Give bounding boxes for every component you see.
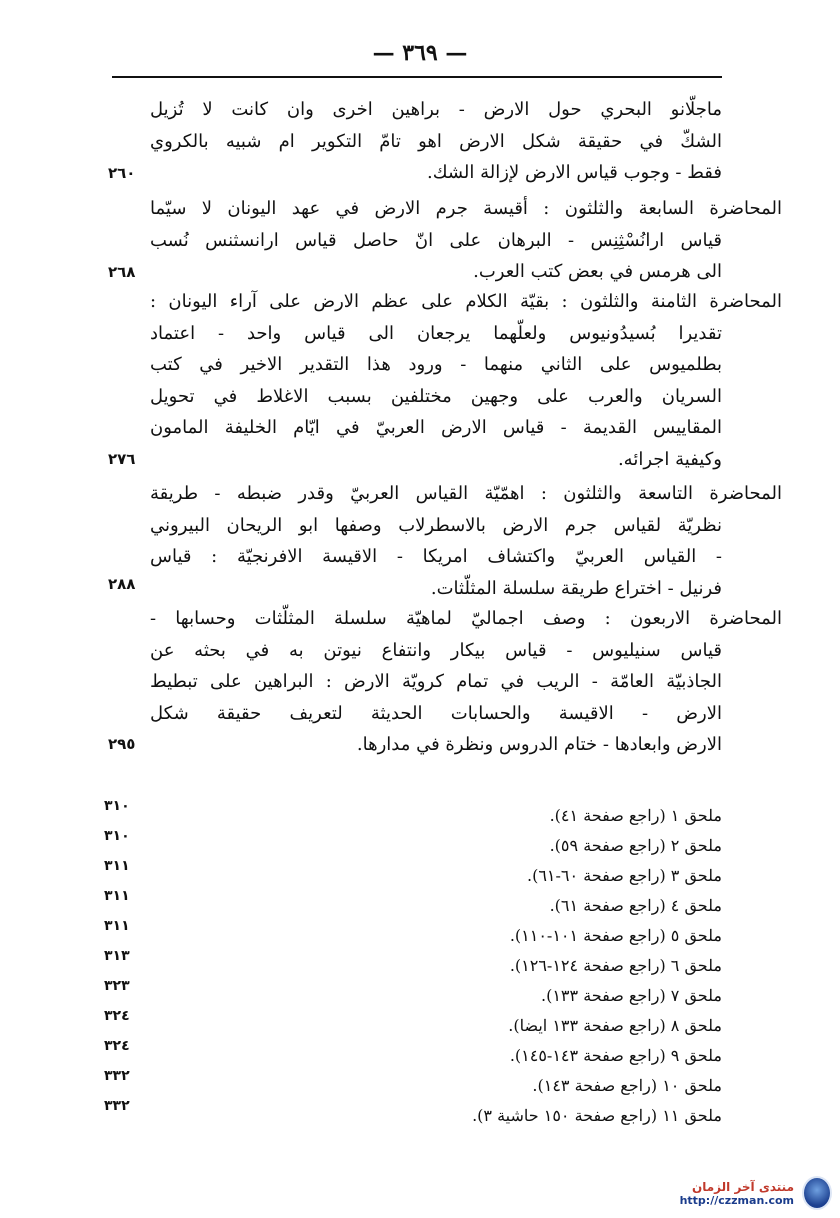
appendix-label: ملحق ٥ (راجع صفحة ١٠١-١١٠). xyxy=(509,926,722,945)
appendix-label: ملحق ٦ (راجع صفحة ١٢٤-١٢٦). xyxy=(509,956,722,975)
text-line: المقاييس القديمة - قياس الارض العربيّ في ايّام الخليفة المامون xyxy=(150,417,722,438)
appendix-page: ٣٢٤ xyxy=(104,1008,130,1024)
appendix-item xyxy=(0,978,840,1008)
text-line: الارض وابعادها - ختام الدروس ونظرة في مدارها. xyxy=(356,734,722,755)
text-line: بطلميوس على الثاني منهما - ورود هذا التقدير الاخير في كتب xyxy=(150,354,722,375)
page-ref: ٢٦٨ xyxy=(108,263,136,281)
page-ref: ٢٧٦ xyxy=(108,450,136,468)
text-line: المحاضرة السابعة والثلثون : أقيسة جرم الارض في عهد اليونان لا سيّما xyxy=(150,198,782,219)
appendix-item xyxy=(0,1098,840,1128)
appendix-label: ملحق ٨ (راجع صفحة ١٣٣ ايضا). xyxy=(508,1016,722,1035)
forum-name: منتدى آخر الزمان xyxy=(692,1179,794,1194)
appendix-label: ملحق ٤ (راجع صفحة ٦١). xyxy=(549,896,722,915)
appendix-item xyxy=(0,1008,840,1038)
lecture-entry xyxy=(150,603,782,761)
appendix-item xyxy=(0,918,840,948)
text-line: فرنيل - اختراع طريقة سلسلة المثلّثات. xyxy=(430,577,722,599)
text-line: فقط - وجوب قياس الارض لإزالة الشك. xyxy=(426,162,722,183)
appendix-label: ملحق ١١ (راجع صفحة ١٥٠ حاشية ٣). xyxy=(472,1106,722,1125)
lecture-entry xyxy=(150,286,782,475)
page-ref: ٢٩٥ xyxy=(108,735,136,753)
page-ref: ٢٨٨ xyxy=(108,575,136,593)
appendix-page: ٣٢٤ xyxy=(104,1038,130,1054)
appendix-page: ٣١١ xyxy=(104,888,130,904)
forum-emblem-icon xyxy=(802,1176,832,1210)
text-line: وكيفية اجرائه. xyxy=(617,448,722,470)
appendix-page: ٣٣٢ xyxy=(104,1068,130,1084)
appendix-label: ملحق ٩ (راجع صفحة ١٤٣-١٤٥). xyxy=(509,1046,722,1065)
appendix-label: ملحق ١ (راجع صفحة ٤١). xyxy=(549,806,722,825)
appendix-label: ملحق ٧ (راجع صفحة ١٣٣). xyxy=(541,986,722,1005)
text-line: الارض - الاقيسة والحسابات الحديثة لتعريف حقيقة شكل xyxy=(150,702,722,724)
page-number: — ٣٦٩ — xyxy=(372,40,468,66)
appendix-page: ٣١١ xyxy=(104,918,130,934)
text-line: المحاضرة الاربعون : وصف اجماليّ لماهيّة سلسلة المثلّثات وحسابها - xyxy=(150,608,782,629)
lecture-entry xyxy=(150,94,722,189)
text-line: تقديرا بُسيدُونيوس ولعلّهما يرجعان الى قياس واحد - اعتماد xyxy=(150,322,722,344)
appendix-item xyxy=(0,798,840,828)
forum-url[interactable]: http://czzman.com xyxy=(679,1193,794,1207)
appendix-page: ٣١٣ xyxy=(104,948,130,964)
forum-watermark[interactable] xyxy=(680,1176,832,1210)
appendix-page: ٣٣٢ xyxy=(104,1098,130,1114)
text-line: قياس ارانُسْثِنِس - البرهان على انّ حاصل قياس ارانسثنس نُسب xyxy=(150,229,722,251)
text-line: - القياس العربيّ واكتشاف امريكا - الاقيسة الافرنجيّة : قياس xyxy=(150,546,722,567)
lecture-entry xyxy=(150,478,782,604)
appendix-item xyxy=(0,948,840,978)
appendix-item xyxy=(0,858,840,888)
appendix-item xyxy=(0,1038,840,1068)
appendix-item xyxy=(0,888,840,918)
text-line: قياس سنيليوس - قياس بيكار وانتفاع نيوتن به في بحثه عن xyxy=(150,639,722,661)
page-ref: ٢٦٠ xyxy=(108,164,136,182)
text-line: الى هرمس في بعض كتب العرب. xyxy=(473,261,722,282)
text-line: المحاضرة التاسعة والثلثون : اهمّيّة القياس العربيّ وقدر ضبطه - طريقة xyxy=(150,483,782,504)
appendix-label: ملحق ١٠ (راجع صفحة ١٤٣). xyxy=(532,1076,722,1095)
appendix-label: ملحق ٢ (راجع صفحة ٥٩). xyxy=(549,836,722,855)
appendix-item xyxy=(0,828,840,858)
lecture-entry xyxy=(150,193,782,288)
text-line: المحاضرة الثامنة والثلثون : بقيّة الكلام على عظم الارض على آراء اليونان : xyxy=(150,291,782,312)
header-rule xyxy=(112,76,722,78)
text-line: الجاذبيّة العامّة - الريب في تمام كرويّة الارض : البراهين على تبطيط xyxy=(150,671,722,692)
text-line: ماجلّانو البحري حول الارض - براهين اخرى وان كانت لا تُزيل xyxy=(150,99,722,120)
appendix-page: ٣١١ xyxy=(104,858,130,874)
appendix-page: ٣١٠ xyxy=(104,798,130,814)
text-line: الشكّ في حقيقة شكل الارض اهو تامّ التكوير ام شبيه بالكروي xyxy=(150,130,722,152)
appendix-label: ملحق ٣ (راجع صفحة ٦٠-٦١). xyxy=(527,866,722,885)
text-line: السريان والعرب على وجهين مختلفين بسبب الاغلاط في تحويل xyxy=(150,385,722,407)
text-line: نظريّة لقياس جرم الارض بالاسطرلاب وصفها ابو الريحان البيروني xyxy=(150,514,722,536)
appendix-page: ٣١٠ xyxy=(104,828,130,844)
appendix-page: ٣٢٣ xyxy=(104,978,130,994)
appendix-item xyxy=(0,1068,840,1098)
